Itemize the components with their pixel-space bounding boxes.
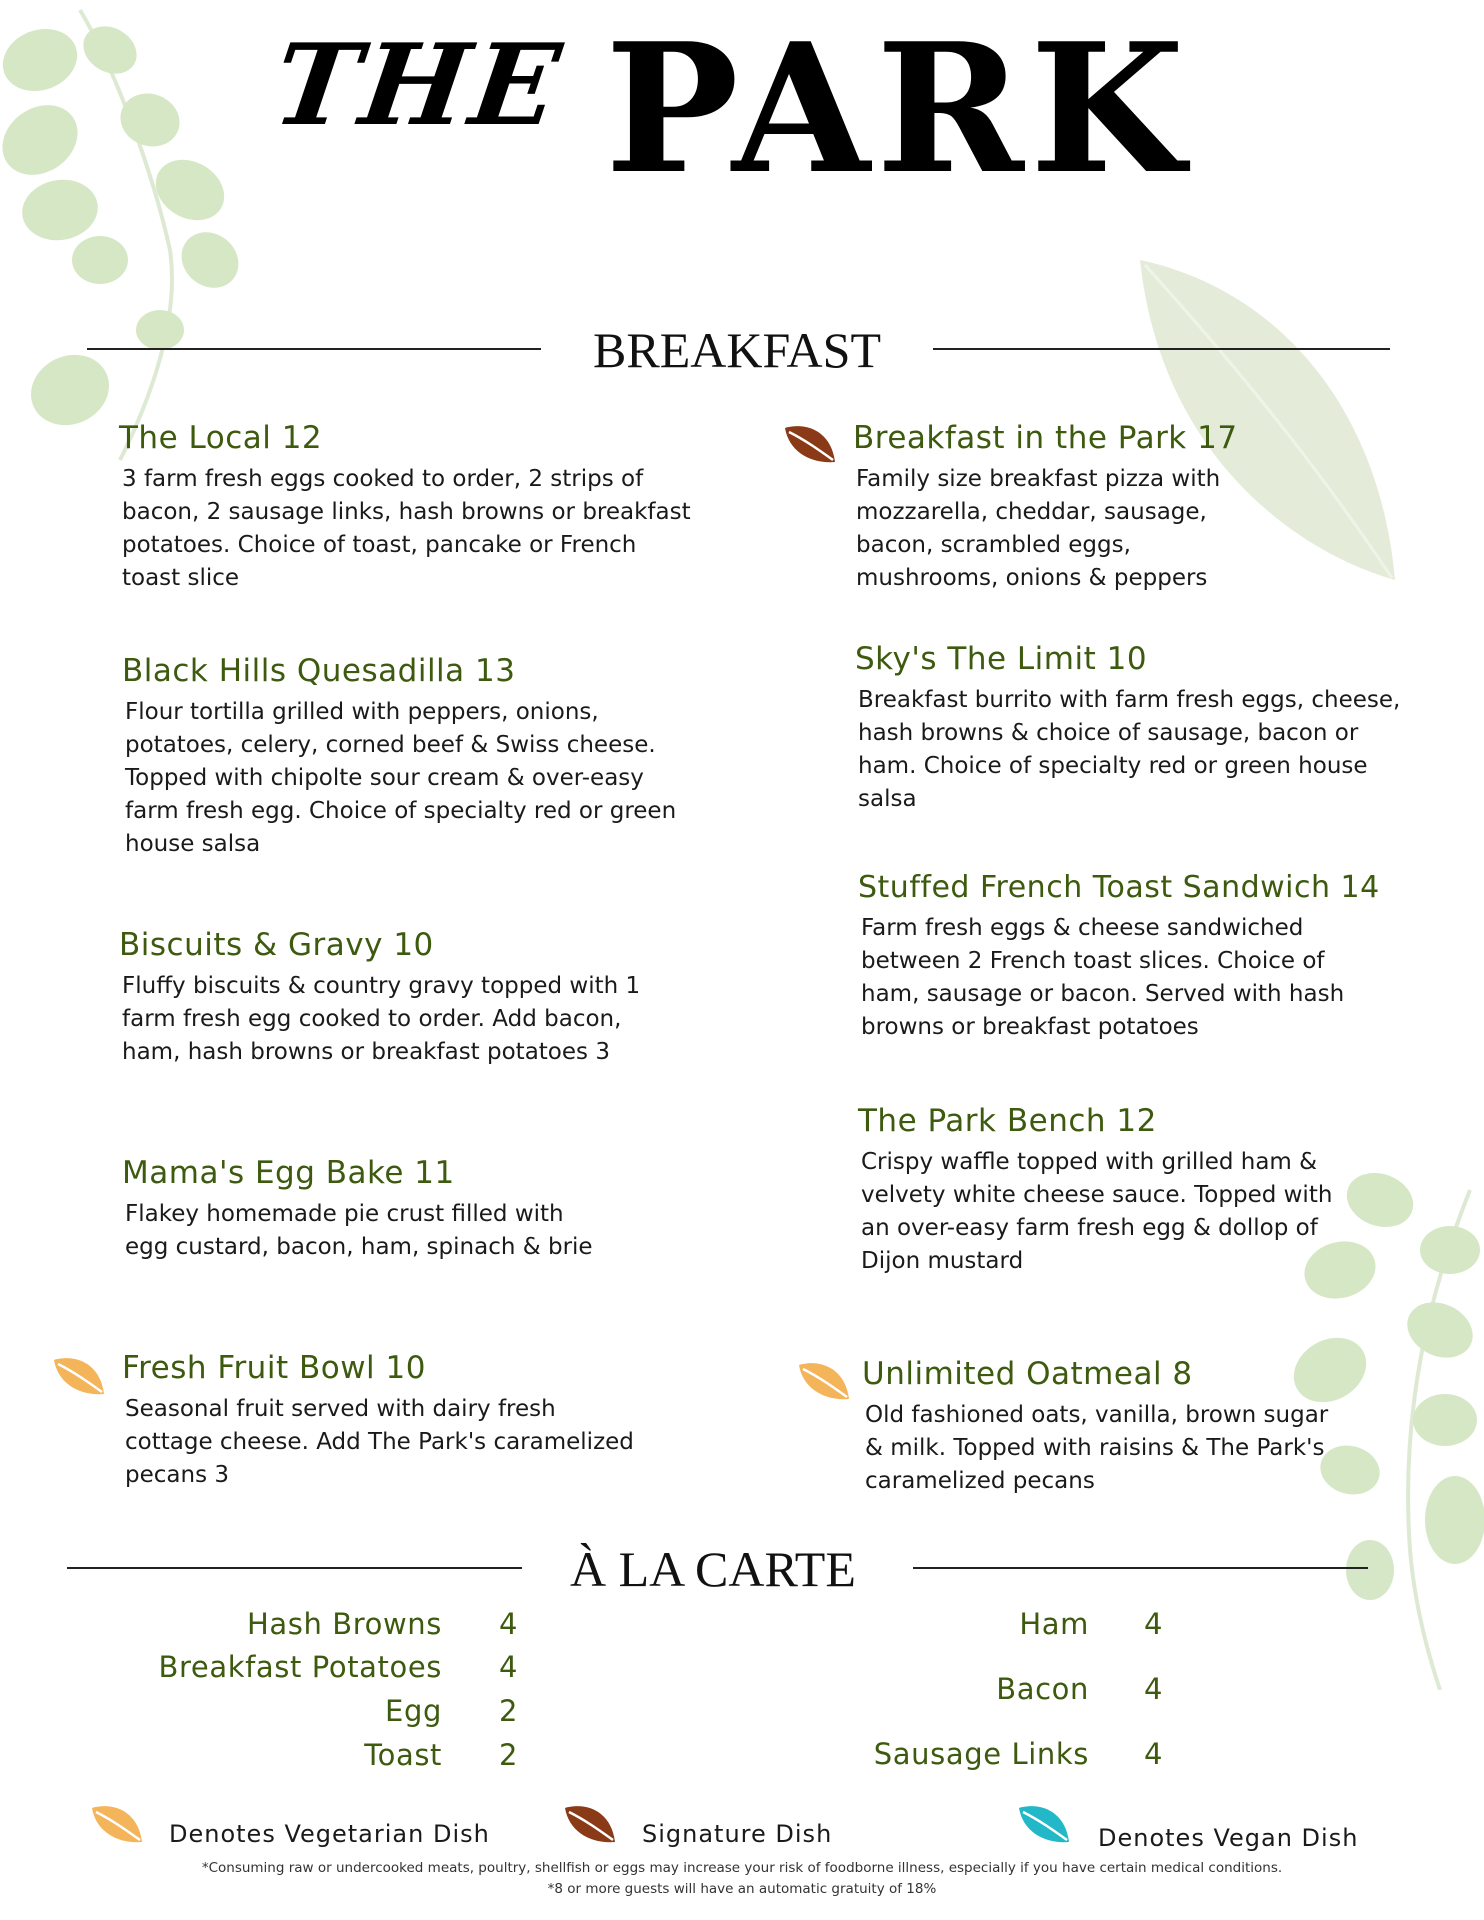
item-name: Biscuits & Gravy 10 [119,927,434,963]
alacarte-item-name: Bacon [996,1672,1089,1706]
title-park: PARK [605,4,1191,213]
alacarte-rule-right [913,1567,1368,1569]
item-description: Flakey homemade pie crust filled with egg custard, bacon, ham, spinach & brie [125,1201,593,1261]
footnote-gratuity: *8 or more guests will have an automatic gratuity of 18% [547,1881,937,1897]
alacarte-item-name: Toast [364,1738,442,1772]
vegetarian-leaf-icon [50,1352,110,1400]
item-name: Breakfast in the Park 17 [853,420,1238,456]
menu-item [858,1103,1358,1278]
menu-item [855,641,1415,816]
signature-leaf-icon [561,1800,621,1848]
item-name: Fresh Fruit Bowl 10 [122,1350,426,1386]
title-the: THE [265,20,571,151]
menu-item [122,1350,642,1492]
item-description: 3 farm fresh eggs cooked to order, 2 strips of bacon, 2 sausage links, hash browns or breakfast potatoes. Choice of toast, pancake or French toast slice [122,466,691,592]
alacarte-item-price: 4 [1144,1607,1163,1641]
item-name: Black Hills Quesadilla 13 [122,653,516,689]
alacarte-item-price: 4 [499,1607,518,1641]
alacarte-item-name: Breakfast Potatoes [158,1650,442,1684]
alacarte-item-price: 2 [499,1738,518,1772]
item-description: Flour tortilla grilled with peppers, onions, potatoes, celery, corned beef & Swiss cheese. Topped with chipolte sour cream & over-easy farm fresh egg. Choice of specialty red or green house salsa [125,699,677,858]
alacarte-item-name: Egg [385,1694,442,1728]
alacarte-item-name: Hash Browns [246,1607,442,1641]
legend-vegetarian: Denotes Vegetarian Dish [169,1820,490,1848]
alacarte-item-price: 2 [499,1694,518,1728]
alacarte-item-price: 4 [1144,1672,1163,1706]
item-name: The Park Bench 12 [858,1103,1157,1139]
menu-item [853,420,1273,595]
item-description: Seasonal fruit served with dairy fresh cottage cheese. Add The Park's caramelized pecans 3 [125,1396,634,1489]
item-description: Fluffy biscuits & country gravy topped with 1 farm fresh egg cooked to order. Add bacon, ham, hash browns or breakfast potatoes 3 [122,973,641,1066]
footnote-health-warning: *Consuming raw or undercooked meats, poultry, shellfish or eggs may increase your risk of foodborne illness, especially if you have certain medical conditions. [201,1860,1283,1876]
menu-item [862,1356,1342,1498]
alacarte-rule-left [67,1567,522,1569]
item-name: Sky's The Limit 10 [855,641,1148,677]
breakfast-heading: BREAKFAST [593,322,882,378]
item-name: Mama's Egg Bake 11 [122,1155,455,1191]
menu-item [122,1155,602,1264]
alacarte-heading: À LA CARTE [570,1541,856,1597]
foliage-top-left-decoration [0,0,260,470]
menu-item [122,653,682,861]
item-description: Farm fresh eggs & cheese sandwiched between 2 French toast slices. Choice of ham, sausage or bacon. Served with hash browns or breakfast potatoes [861,915,1345,1040]
signature-leaf-icon [781,420,841,468]
vegan-leaf-icon [1015,1800,1075,1848]
vegetarian-leaf-icon [88,1800,148,1848]
item-name: Stuffed French Toast Sandwich 14 [858,870,1380,905]
item-name: The Local 12 [119,420,323,456]
menu-item [858,870,1378,1044]
menu-item [119,927,679,1069]
item-description: Family size breakfast pizza with mozzarella, cheddar, sausage, bacon, scrambled eggs, mushrooms, onions & peppers [856,466,1221,592]
item-name: Unlimited Oatmeal 8 [862,1356,1193,1392]
vegetarian-leaf-icon [795,1357,855,1405]
breakfast-rule-left [87,348,541,350]
menu-item [119,420,699,595]
item-description: Breakfast burrito with farm fresh eggs, cheese, hash browns & choice of sausage, bacon or ham. Choice of specialty red or green house salsa [858,687,1401,813]
legend-signature: Signature Dish [642,1820,833,1848]
alacarte-item-price: 4 [1144,1737,1163,1771]
alacarte-item-price: 4 [499,1650,518,1684]
breakfast-rule-right [933,348,1390,350]
item-description: Crispy waffle topped with grilled ham & velvety white cheese sauce. Topped with an over-easy farm fresh egg & dollop of Dijon mustard [861,1149,1333,1275]
alacarte-item-name: Ham [1019,1607,1089,1641]
alacarte-item-name: Sausage Links [873,1737,1089,1771]
item-description: Old fashioned oats, vanilla, brown sugar & milk. Topped with raisins & The Park's caramelized pecans [865,1402,1329,1495]
legend-vegan: Denotes Vegan Dish [1098,1824,1359,1852]
